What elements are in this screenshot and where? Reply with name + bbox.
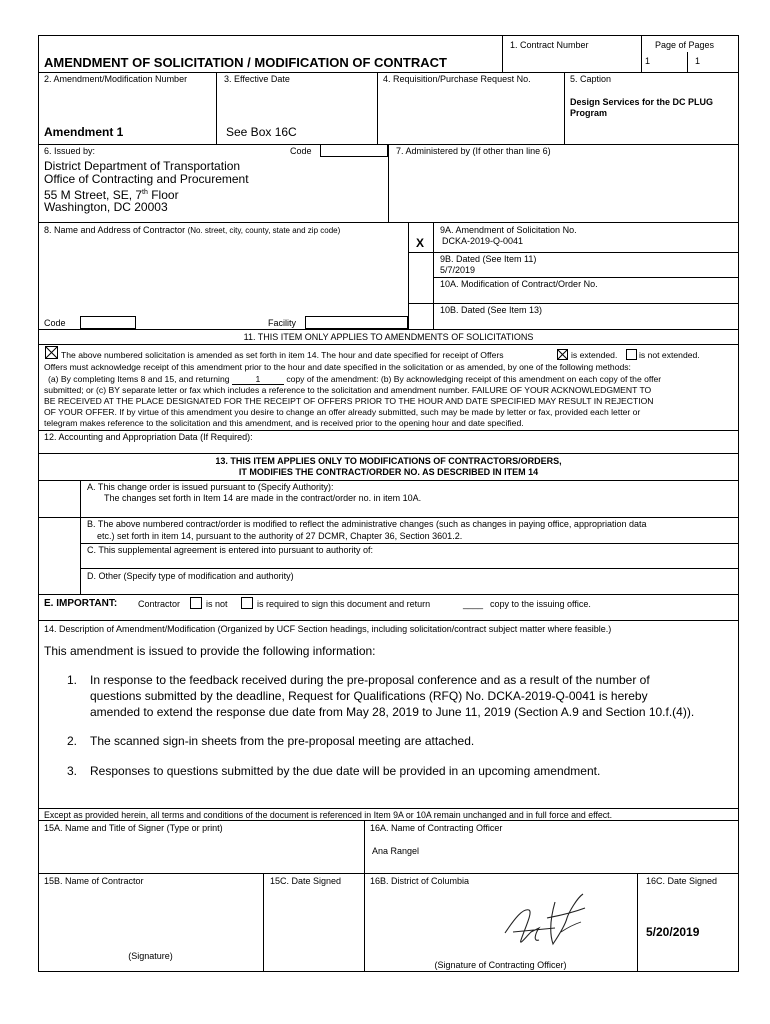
item11-line5: BE RECEIVED AT THE PLACE DESIGNATED FOR THE RECEIPT OF OFFERS PRIOR TO THE HOUR AND DATE SPECIFIED MAY RESULT IN REJECTION bbox=[44, 396, 654, 406]
item13-heading1: 13. THIS ITEM APPLIES ONLY TO MODIFICATIONS OF CONTRACTORS/ORDERS, bbox=[215, 456, 562, 466]
item11-line4: submitted; or (c) BY separate letter or fax which includes a reference to the solicitation and amendment number. FAILURE OF YOUR ACKNOWLEDGMENT TO bbox=[44, 385, 652, 395]
is-not-checkbox[interactable] bbox=[190, 597, 202, 609]
divider bbox=[38, 873, 739, 874]
issued-code-field[interactable] bbox=[320, 144, 388, 157]
divider bbox=[38, 820, 739, 821]
contractor-name-label: 15B. Name of Contractor bbox=[44, 876, 144, 886]
not-extended-checkbox[interactable] bbox=[626, 349, 637, 360]
dated-10b-label: 10B. Dated (See Item 13) bbox=[440, 305, 543, 315]
form-title: AMENDMENT OF SOLICITATION / MODIFICATION OF CONTRACT bbox=[44, 55, 447, 70]
extended-checkbox[interactable] bbox=[557, 349, 568, 360]
divider bbox=[80, 568, 739, 569]
divider bbox=[408, 252, 739, 253]
modification-number-label: 10A. Modification of Contract/Order No. bbox=[440, 279, 598, 289]
contractor-code-label: Code bbox=[44, 318, 66, 328]
divider bbox=[80, 543, 739, 544]
solicitation-number-label: 9A. Amendment of Solicitation No. bbox=[440, 225, 577, 235]
contractor-address-label: 8. Name and Address of Contractor (No. street, city, county, state and zip code) bbox=[44, 225, 341, 235]
date-signed-15c-label: 15C. Date Signed bbox=[270, 876, 342, 886]
effective-date-label: 3. Effective Date bbox=[224, 74, 290, 84]
check-x-icon bbox=[46, 347, 57, 358]
divider bbox=[408, 303, 739, 304]
signer-name-label: 15A. Name and Title of Signer (Type or print) bbox=[44, 823, 223, 833]
is-not-label: is not bbox=[206, 599, 228, 609]
accounting-data-label: 12. Accounting and Appropriation Data (If Required): bbox=[44, 432, 253, 442]
contracting-officer-name: Ana Rangel bbox=[372, 846, 420, 856]
check-x-icon bbox=[558, 350, 567, 359]
divider bbox=[216, 72, 217, 144]
administered-by-label: 7. Administered by (If other than line 6) bbox=[396, 146, 551, 156]
divider bbox=[38, 594, 739, 595]
list-item-number: 1. bbox=[67, 673, 78, 687]
issued-code-label: Code bbox=[290, 146, 312, 156]
divider bbox=[80, 480, 81, 594]
issuer-line4: Washington, DC 20003 bbox=[44, 200, 168, 214]
copies-blank: ____ bbox=[463, 599, 484, 609]
description-label: 14. Description of Amendment/Modification (Organized by UCF Section headings, including solicitation/contract subject matter where feasible.) bbox=[44, 624, 612, 634]
divider bbox=[38, 344, 739, 345]
date-signed-16c-label: 16C. Date Signed bbox=[646, 876, 718, 886]
list-item-1-line3: amended to extend the response due date from May 28, 2019 to June 11, 2019 (Section A.9 and Section 10.f.(4)). bbox=[90, 705, 695, 719]
item13-c: C. This supplemental agreement is entered into pursuant to authority of: bbox=[87, 545, 373, 555]
divider bbox=[38, 517, 739, 518]
list-item-1-line2: questions submitted by the deadline, Request for Qualifications (RFQ) No. DCKA-2019-Q-0041 is hereby bbox=[90, 689, 648, 703]
solicitation-amended-checkbox[interactable] bbox=[45, 346, 58, 359]
divider bbox=[388, 144, 389, 222]
divider bbox=[38, 808, 739, 809]
item13-b-line2: etc.) set forth in item 14, pursuant to the authority of 27 DCMR, Chapter 36, Section 3601.2. bbox=[97, 531, 463, 541]
divider bbox=[564, 72, 565, 144]
solicitation-checkbox-x[interactable]: X bbox=[416, 236, 425, 250]
divider bbox=[433, 277, 739, 278]
issuer-line2: Office of Contracting and Procurement bbox=[44, 172, 249, 186]
handwritten-signature bbox=[495, 888, 605, 958]
amendment-number-value: Amendment 1 bbox=[44, 125, 124, 139]
issued-by-label: 6. Issued by: bbox=[44, 146, 96, 156]
list-item-2: The scanned sign-in sheets from the pre-proposal meeting are attached. bbox=[90, 734, 475, 748]
divider bbox=[38, 430, 739, 431]
effective-date-value: See Box 16C bbox=[226, 125, 297, 139]
facility-field[interactable] bbox=[305, 316, 408, 329]
item13-d: D. Other (Specify type of modification and authority) bbox=[87, 571, 294, 581]
is-required-label: is required to sign this document and return bbox=[257, 599, 431, 609]
divider bbox=[38, 480, 739, 481]
dated-9b-label: 9B. Dated (See Item 11) bbox=[440, 254, 537, 264]
contractor-signature-label: (Signature) bbox=[128, 951, 173, 961]
date-signed-16c-value: 5/20/2019 bbox=[646, 925, 700, 939]
list-item-1-line1: In response to the feedback received during the pre-proposal conference and as a result of the number of bbox=[90, 673, 650, 687]
divider bbox=[38, 620, 739, 621]
copy-to-issuing: copy to the issuing office. bbox=[490, 599, 591, 609]
contracting-officer-label: 16A. Name of Contracting Officer bbox=[370, 823, 503, 833]
officer-signature-label: (Signature of Contracting Officer) bbox=[434, 960, 567, 970]
item11-line2: Offers must acknowledge receipt of this amendment prior to the hour and date specified in the solicitation or as amended, by one of the following methods: bbox=[44, 362, 631, 372]
item13-a-line2: The changes set forth in Item 14 are made in the contract/order no. in item 10A. bbox=[104, 493, 422, 503]
divider bbox=[502, 35, 503, 72]
divider bbox=[38, 453, 739, 454]
divider bbox=[364, 820, 365, 972]
item11-line7: telegram makes reference to the solicitation and this amendment, and is received prior to the opening hour and date specified. bbox=[44, 418, 524, 428]
extended-label: is extended. bbox=[571, 350, 618, 360]
requisition-label: 4. Requisition/Purchase Request No. bbox=[383, 74, 531, 84]
item11-line6: OF YOUR OFFER. If by virtue of this amendment you desire to change an offer already submitted, such may be made by letter or fax, provided each letter or bbox=[44, 407, 641, 417]
caption-value-line2: Program bbox=[570, 108, 608, 118]
list-item-3: Responses to questions submitted by the due date will be provided in an upcoming amendment. bbox=[90, 764, 601, 778]
contractor-code-field[interactable] bbox=[80, 316, 136, 329]
item13-a-line1: A. This change order is issued pursuant to (Specify Authority): bbox=[87, 482, 334, 492]
description-intro: This amendment is issued to provide the following information: bbox=[44, 644, 376, 658]
solicitation-number-value: DCKA-2019-Q-0041 bbox=[442, 236, 524, 246]
item11-line1: The above numbered solicitation is amended as set forth in item 14. The hour and date specified for receipt of Offers bbox=[61, 350, 504, 360]
not-extended-label: is not extended. bbox=[639, 350, 700, 360]
important-label: E. IMPORTANT: bbox=[44, 598, 118, 609]
item13-heading2: IT MODIFIES THE CONTRACT/ORDER NO. AS DESCRIBED IN ITEM 14 bbox=[238, 467, 539, 477]
caption-value-line1: Design Services for the DC PLUG bbox=[570, 97, 714, 107]
divider bbox=[377, 72, 378, 144]
divider bbox=[637, 873, 638, 972]
list-item-number: 2. bbox=[67, 734, 78, 748]
page-of-pages-label: Page of Pages bbox=[655, 40, 715, 50]
caption-label: 5. Caption bbox=[570, 74, 612, 84]
important-contractor: Contractor bbox=[138, 599, 181, 609]
list-item-number: 3. bbox=[67, 764, 78, 778]
divider bbox=[38, 329, 739, 330]
item11-heading: 11. THIS ITEM ONLY APPLIES TO AMENDMENTS OF SOLICITATIONS bbox=[243, 332, 534, 342]
issuer-line1: District Department of Transportation bbox=[44, 159, 241, 173]
except-clause: Except as provided herein, all terms and conditions of the document is referenced in Item 9A or 10A remain unchanged and in full force and effect. bbox=[44, 810, 613, 820]
divider bbox=[433, 222, 434, 329]
item11-line3: (a) By completing Items 8 and 15, and returning 1 copy of the amendment: (b) By acknowledging receipt of this amendment on each copy of the offer bbox=[48, 374, 662, 384]
divider bbox=[263, 873, 264, 972]
item13-b-line1: B. The above numbered contract/order is modified to reflect the administrative changes (such as changes in paying office, appropriation data bbox=[87, 519, 647, 529]
contract-number-label: 1. Contract Number bbox=[510, 40, 589, 50]
divider bbox=[641, 35, 642, 72]
amendment-number-label: 2. Amendment/Modification Number bbox=[44, 74, 188, 84]
page-number: 1 bbox=[645, 56, 651, 66]
district-of-columbia-label: 16B. District of Columbia bbox=[370, 876, 470, 886]
divider bbox=[408, 222, 409, 329]
divider bbox=[687, 52, 688, 72]
dated-9b-value: 5/7/2019 bbox=[440, 265, 476, 275]
issuer-line3: 55 M Street, SE, 7th Floor bbox=[44, 188, 179, 202]
page-total: 1 bbox=[695, 56, 701, 66]
divider bbox=[38, 72, 739, 73]
is-required-checkbox[interactable] bbox=[241, 597, 253, 609]
divider bbox=[38, 222, 739, 223]
facility-label: Facility bbox=[268, 318, 297, 328]
